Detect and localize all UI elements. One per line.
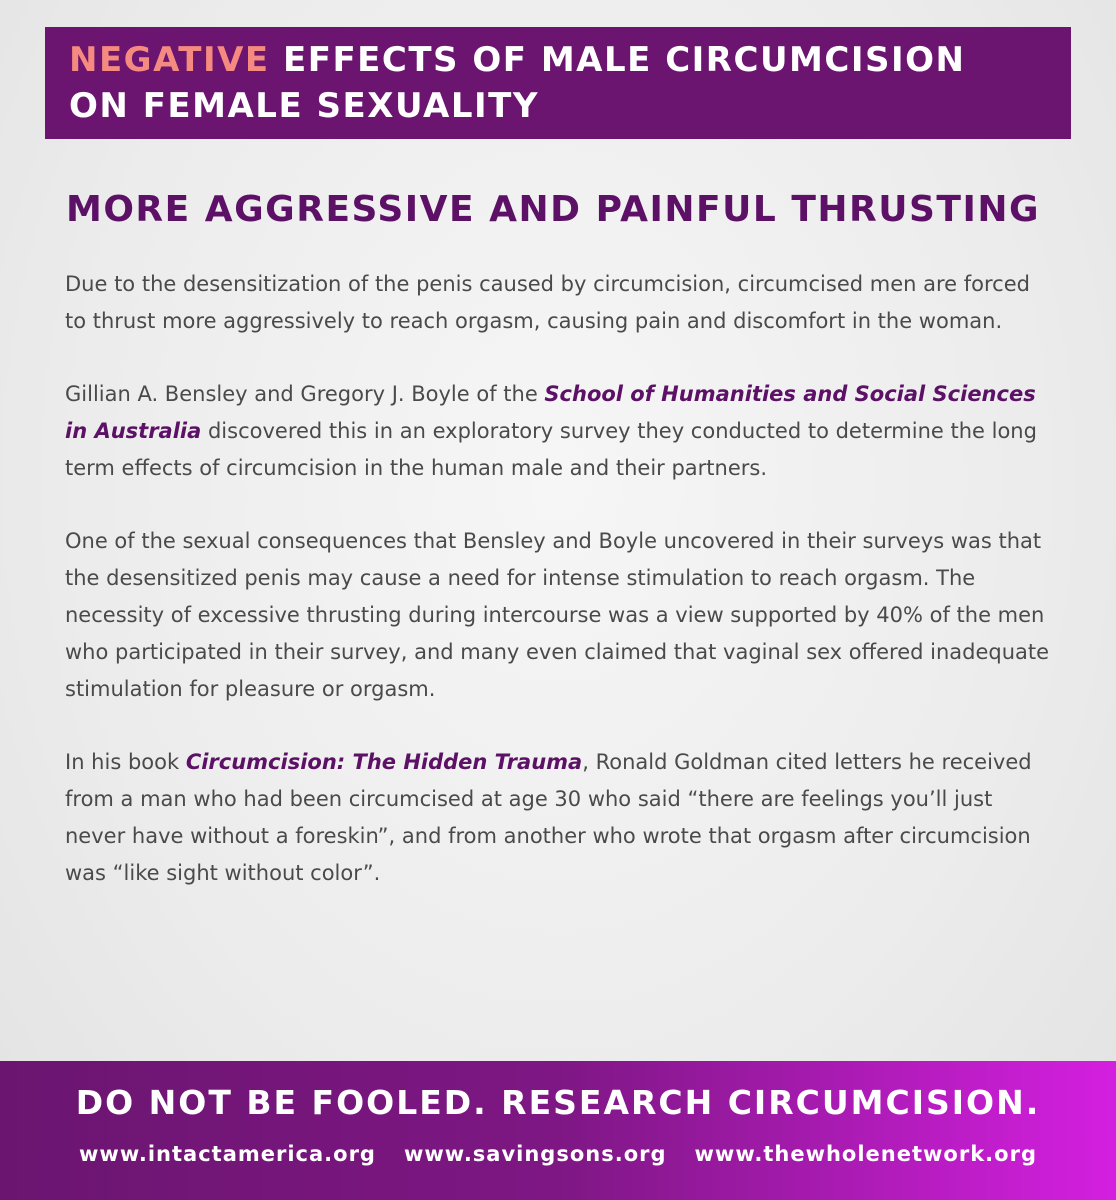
school-name-emphasis: School of Humanities and Social Sciences in Australia xyxy=(65,382,1036,443)
title-line-1 xyxy=(69,37,1047,83)
footer-links xyxy=(0,1139,1116,1169)
footer-link-thewholenetwork[interactable]: www.thewholenetwork.org xyxy=(694,1142,1037,1166)
footer-link-savingsons[interactable]: www.savingsons.org xyxy=(403,1142,667,1166)
title-line-1-rest: EFFECTS OF MALE CIRCUMCISION xyxy=(269,40,966,80)
paragraph-1: Due to the desensitization of the penis caused by circumcision, circumcised men are forced to thrust more aggressively to reach orgasm, causing pain and discomfort in the woman. xyxy=(65,272,1030,333)
title-accent-word: NEGATIVE xyxy=(69,40,270,80)
footer-link-intactamerica[interactable]: www.intactamerica.org xyxy=(79,1142,376,1166)
footer-banner xyxy=(0,1061,1116,1200)
title-line-2: ON FEMALE SEXUALITY xyxy=(69,86,539,126)
paragraph-4 xyxy=(65,744,1055,892)
paragraph-3: One of the sexual consequences that Bensley and Boyle uncovered in their surveys was that the desensitized penis may cause a need for intense stimulation to reach orgasm. The necessity of excessive thrusting during intercourse was a view supported by 40% of the men who participated in their survey, and many even claimed that vaginal sex offered inadequate stimulation for pleasure or orgasm. xyxy=(65,529,1050,701)
footer-slogan: DO NOT BE FOOLED. RESEARCH CIRCUMCISION. xyxy=(75,1083,1041,1122)
book-title-emphasis: Circumcision: The Hidden Trauma xyxy=(185,750,583,774)
paragraph-2 xyxy=(65,376,1055,487)
paragraph-2-start: Gillian A. Bensley and Gregory J. Boyle of the xyxy=(65,382,545,406)
paragraph-4-end: , Ronald Goldman cited letters he received from a man who had been circumcised at age 30 who said “there are feelings you’ll just never have without a foreskin”, and from another who wrote that orgasm after circumcision was “like sight without color”. xyxy=(65,750,1032,885)
section-heading: MORE AGGRESSIVE AND PAINFUL THRUSTING xyxy=(66,189,1041,230)
paragraph-4-start: In his book xyxy=(65,750,186,774)
article-body xyxy=(65,266,1055,928)
paragraph-2-end: discovered this in an exploratory survey they conducted to determine the long term effects of circumcision in the human male and their partners. xyxy=(65,419,1037,480)
title-banner xyxy=(45,27,1071,139)
